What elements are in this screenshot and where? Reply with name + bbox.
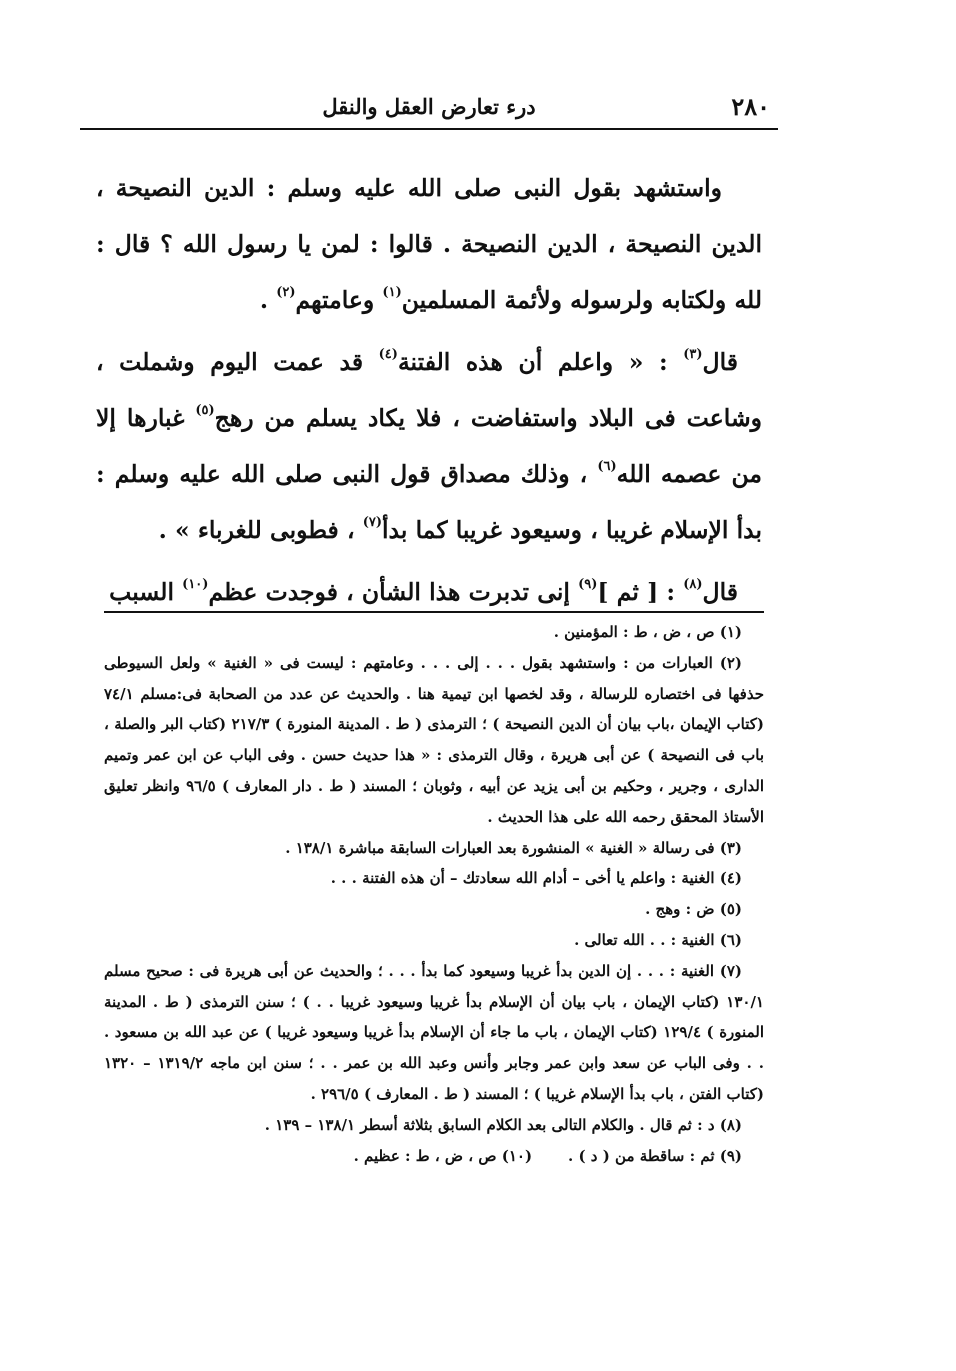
text-run: قال xyxy=(702,578,738,606)
footnotes xyxy=(104,617,764,1171)
footnote-2: (٢) العبارات من : واستشهد بقول . . . إلى . . . وعامتهم : ليست فى « الغنية » ولعل السيوطى حذفها فى اختصاره للرسالة ، وقد لخصها ابن تيمية هنا . والحديث عن عدد من الصحابة فى:مسلم ٧٤/١ (كتاب الإيمان ،باب بيان أن الدين النصيحة ) ؛ الترمذى ( ط . المدينة المنورة ) ٢١٧/٣ (كتاب البر والصلة ، باب فى النصيحة ) عن أبى هريرة ، وقال الترمذى : « هذا حديث حسن . وفى الباب عن ابن عمر وتميم الدارى ، وجرير ، وحكيم بن أبى يزيد عن أبيه ، وثوبان ؛ المسند ( ط . دار المعارف ) ٩٦/٥ وانظر تعليق الأستاذ المحقق رحمه الله على هذا الحديث . xyxy=(104,653,764,826)
footnote-reference: (١٠) xyxy=(182,577,209,592)
header-rule xyxy=(80,128,778,130)
footnote-reference: (١) xyxy=(382,285,402,300)
body-paragraph xyxy=(96,160,762,328)
text-run: : « واعلم أن هذه الفتنة xyxy=(397,348,684,376)
footnote-10: (١٠) ص ، ض ، ط : عظيم . xyxy=(353,1146,533,1165)
body-paragraph xyxy=(96,334,762,558)
text-run: السبب xyxy=(109,578,183,606)
text-run: إنى تدبرت هذا الشأن ، فوجدت عظم xyxy=(208,578,579,606)
footnote-reference: (٧) xyxy=(362,515,383,530)
text-run: قال xyxy=(702,348,738,376)
footnote-8: (٨) د : ثم قال . والكلام التالى بعد الكلام السابق بثلاثة أسطر ١٣٨/١ – ١٣٩ . xyxy=(264,1115,742,1134)
footnote-reference: (٦) xyxy=(597,459,617,474)
footnote-4: (٤) الغنية : واعلم يا أخى – أدام الله سعادتك – أن هذه الفتنة . . . xyxy=(330,869,742,888)
running-title: درء تعارض العقل والنقل xyxy=(322,94,536,119)
text-run: : [ ثم ] xyxy=(597,578,684,606)
page-number: ٢٨٠ xyxy=(731,92,770,121)
footnote-gap xyxy=(532,1141,568,1172)
text-run: واستشهد بقول النبى صلى الله عليه وسلم : الدين النصيحة ، الدين النصيحة ، الدين النصيحة . قالوا : لمن يا رسول الله ؟ قال : لله ولكتابه ولرسوله ولأئمة المسلمين xyxy=(96,174,762,314)
footnote-separator xyxy=(104,611,764,613)
page-header xyxy=(80,86,778,126)
footnote-reference: (٩) xyxy=(578,577,598,592)
footnote-3: (٣) فى رسالة « الغنية » المنشورة بعد العبارات السابقة مباشرة ١٣٨/١ . xyxy=(285,838,742,857)
footnote-1: (١) ص ، ض ، ط : المؤمنين . xyxy=(553,623,742,641)
footnote-7: (٧) الغنية : . . . إن الدين بدأ غريبا وسيعود كما بدأ . . . ؛ والحديث عن أبى هريرة فى : صحيح مسلم ١٣٠/١ (كتاب الإيمان ، باب بيان أن الإسلام بدأ غريبا وسيعود غريبا . . ) ؛ سنن الترمذى ( ط . المدينة المنورة ) ١٢٩/٤ (كتاب الإيمان ، باب ما جاء أن الإسلام بدأ غريبا وسيعود غريبا ) عن عبد الله بن مسعود . . . وفى الباب عن سعد وابن عمر وجابر وأنس وعبد الله بن عمر . . ؛ سنن ابن ماجه ١٣١٩/٢ – ١٣٢٠ (كتاب الفتن ، باب بدأ الإسلام غريبا ) ؛ المسند ( ط . المعارف ) ٢٩٦/٥ . xyxy=(104,961,764,1103)
footnote-reference: (٨) xyxy=(683,577,703,592)
text-run: وعامتهم xyxy=(295,286,383,314)
text-run: ، فطوبى للغرباء » . xyxy=(158,516,363,544)
main-text xyxy=(96,160,762,620)
footnote-reference: (٥) xyxy=(195,403,215,418)
footnote-reference: (٤) xyxy=(378,347,398,362)
footnote-reference: (٢) xyxy=(276,285,296,300)
text-run: غبارها إلا من عصمه الله xyxy=(96,404,762,488)
text-run: . xyxy=(259,286,277,314)
footnote-5: (٥) ض : وهج . xyxy=(645,900,742,919)
text-run: ، وذلك مصداق قول النبى صلى الله عليه وسلم : بدأ الإسلام غريبا ، وسيعود غريبا كما بدأ xyxy=(96,460,762,544)
footnote-reference: (٣) xyxy=(683,347,703,362)
footnote-row-9-10 xyxy=(104,1141,764,1172)
footnote-6: (٦) الغنية : . . الله تعالى . xyxy=(574,930,742,949)
text-run: قد عمت اليوم وشملت ، وشاعت فى البلاد واستفاضت ، فلا يكاد يسلم من رهج xyxy=(96,348,762,432)
footnote-9: (٩) ثم : ساقطة من ( د ) . xyxy=(568,1146,742,1165)
